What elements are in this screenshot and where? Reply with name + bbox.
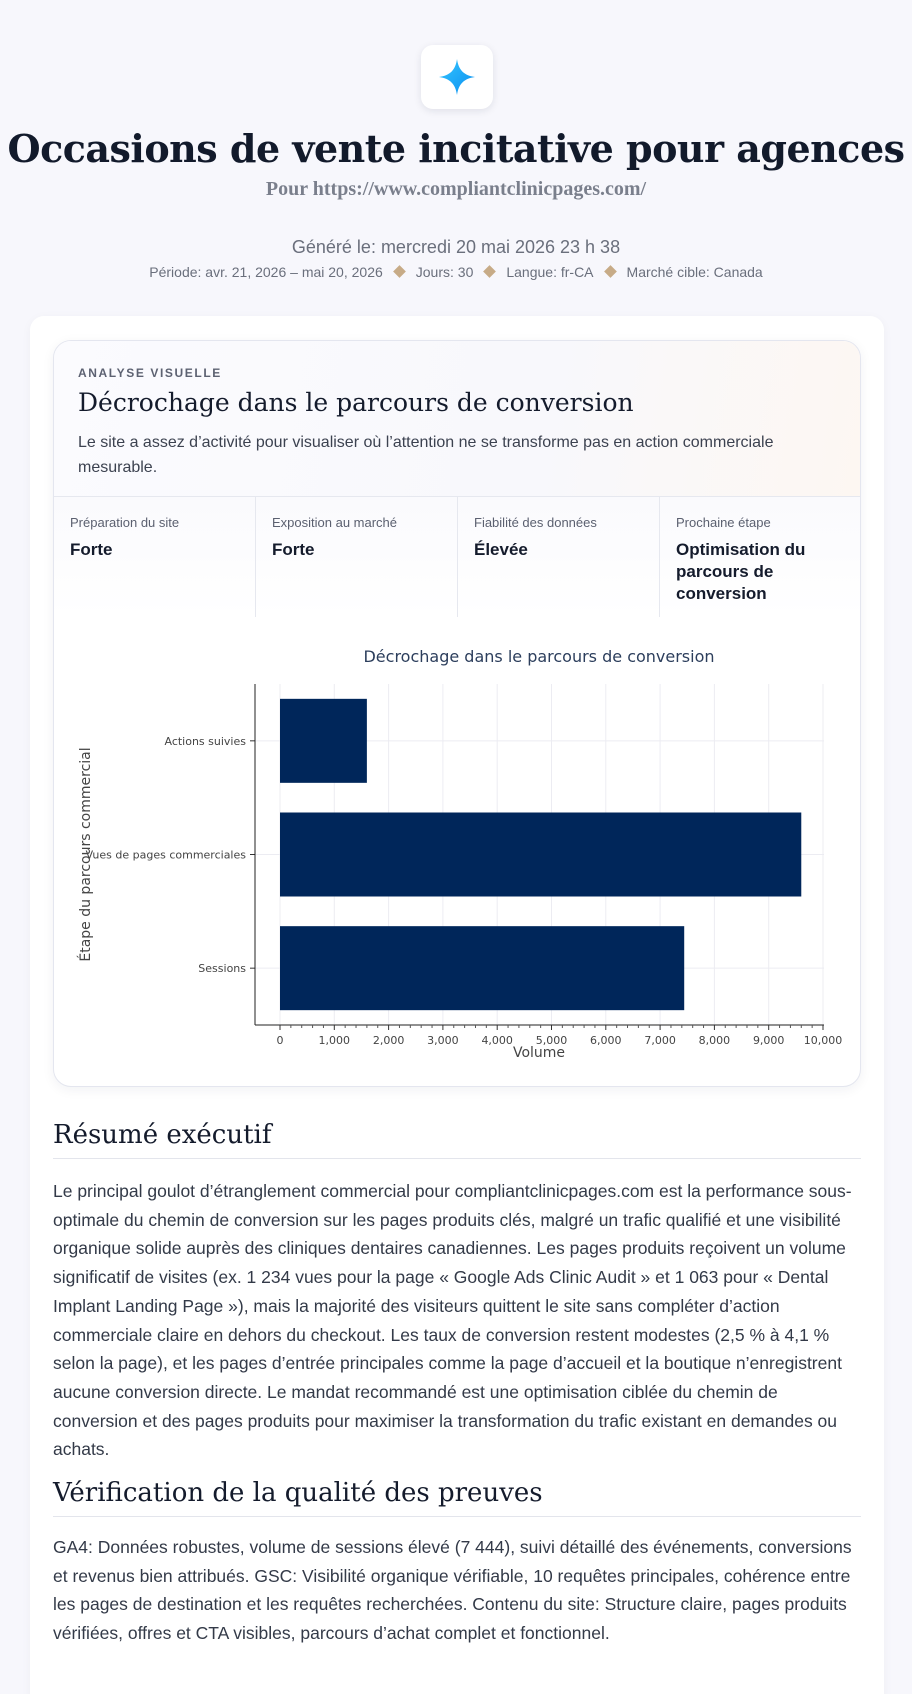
card-title: Décrochage dans le parcours de conversion [78, 388, 634, 417]
metric-next-step [660, 497, 861, 617]
x-tick-label: 4,000 [481, 1034, 513, 1047]
x-tick-label: 2,000 [372, 1034, 405, 1047]
section-body-evidence-quality: GA4: Données robustes, volume de sessions élevé (7 444), suivi détaillé des événements, conversions et revenus bien attribués. GSC: Visibilité organique vérifiable, 10 requêtes principales, cohérence entre les pages de destination et les requêtes recherchées. Contenu du site: Structure claire, pages produits vérifiées, offres et CTA visibles, parcours d’achat complet et fonctionnel. [53, 1537, 852, 1644]
diamond-separator-icon [483, 265, 496, 278]
meta-period: Période: avr. 21, 2026 – mai 20, 2026 [149, 264, 383, 280]
metric-market-exposure [256, 497, 458, 617]
metric-label: Préparation du site [70, 515, 180, 530]
bar [280, 813, 801, 897]
metric-value: Élevée [474, 540, 528, 559]
section-body-executive-summary: Le principal goulot d’étranglement commercial pour compliantclinicpages.com est la performance sous-optimale du chemin de conversion sur les pages produits clés, malgré un trafic qualifié et une visibilité organique solide auprès des cliniques dentaires canadiennes. Les pages produits reçoivent un volume significatif de visites (ex. 1 234 vues pour la page « Google Ads Clinic Audit » et 1 063 pour « Dental Implant Landing Page »), mais la majorité des visiteurs quittent le site sans compléter d’action commerciale claire en dehors du checkout. Les taux de conversion restent modestes (2,5 % à 4,1 % selon la page), et les pages d’entrée principales comme la page d’accueil et la boutique n’enregistrent aucune conversion directe. Le mandat recommandé est une optimisation ciblée du chemin de conversion et des pages produits pour maximiser la transformation du trafic existant en demandes ou achats. [53, 1181, 852, 1460]
meta-days: Jours: 30 [415, 264, 474, 280]
x-axis-label: Volume [512, 1045, 566, 1061]
metric-value: Forte [70, 540, 113, 559]
diamond-separator-icon [604, 265, 617, 278]
x-tick-label: 1,000 [318, 1034, 351, 1047]
section-title-evidence-quality: Vérification de la qualité des preuves [53, 1478, 861, 1517]
card-header [54, 341, 861, 497]
card-description: Le site a assez d’activité pour visualiser où l’attention ne se transforme pas en action commerciale mesurable. [78, 434, 774, 476]
bar [280, 926, 684, 1010]
metric-label: Exposition au marché [272, 515, 398, 530]
section-title-executive-summary: Résumé exécutif [53, 1120, 861, 1159]
y-tick-label: Vues de pages commerciales [85, 848, 246, 862]
metric-site-readiness [54, 497, 256, 617]
diamond-separator-icon [393, 265, 406, 278]
y-tick-label: Actions suivies [164, 734, 246, 748]
bar-chart [54, 617, 861, 1087]
x-tick-label: 10,000 [803, 1034, 843, 1047]
y-axis-label: Étape du parcours commercial [78, 747, 94, 962]
visual-analysis-card [53, 340, 861, 1087]
metric-value: Forte [272, 540, 315, 559]
x-tick-label: 8,000 [698, 1034, 731, 1047]
x-tick-label: 6,000 [590, 1034, 622, 1047]
report-meta [0, 264, 912, 280]
generated-date: Généré le: mercredi 20 mai 2026 23 h 38 [291, 237, 621, 257]
chart-title: Décrochage dans le parcours de conversion [363, 647, 715, 666]
x-tick-label: 5,000 [535, 1034, 568, 1047]
x-tick-label: 3,000 [427, 1034, 459, 1047]
metric-data-reliability [458, 497, 660, 617]
metric-label: Prochaine étape [676, 515, 771, 530]
sparkle-icon [437, 57, 477, 97]
metric-value: Optimisation du parcours de conversion [676, 540, 806, 603]
card-eyebrow: ANALYSE VISUELLE [78, 366, 222, 380]
meta-market: Marché cible: Canada [626, 264, 763, 280]
x-tick-label: 7,000 [644, 1034, 676, 1047]
metric-label: Fiabilité des données [474, 515, 597, 530]
bar [280, 699, 367, 783]
page-title: Occasions de vente incitative pour agences [7, 126, 905, 171]
y-tick-label: Sessions [198, 962, 246, 976]
x-tick-label: 9,000 [752, 1034, 785, 1047]
logo [421, 45, 493, 109]
metrics-row [54, 497, 861, 617]
x-tick-label: 0 [276, 1034, 284, 1047]
page-subtitle: Pour https://www.compliantclinicpages.com/ [265, 178, 647, 200]
meta-language: Langue: fr-CA [506, 264, 594, 280]
